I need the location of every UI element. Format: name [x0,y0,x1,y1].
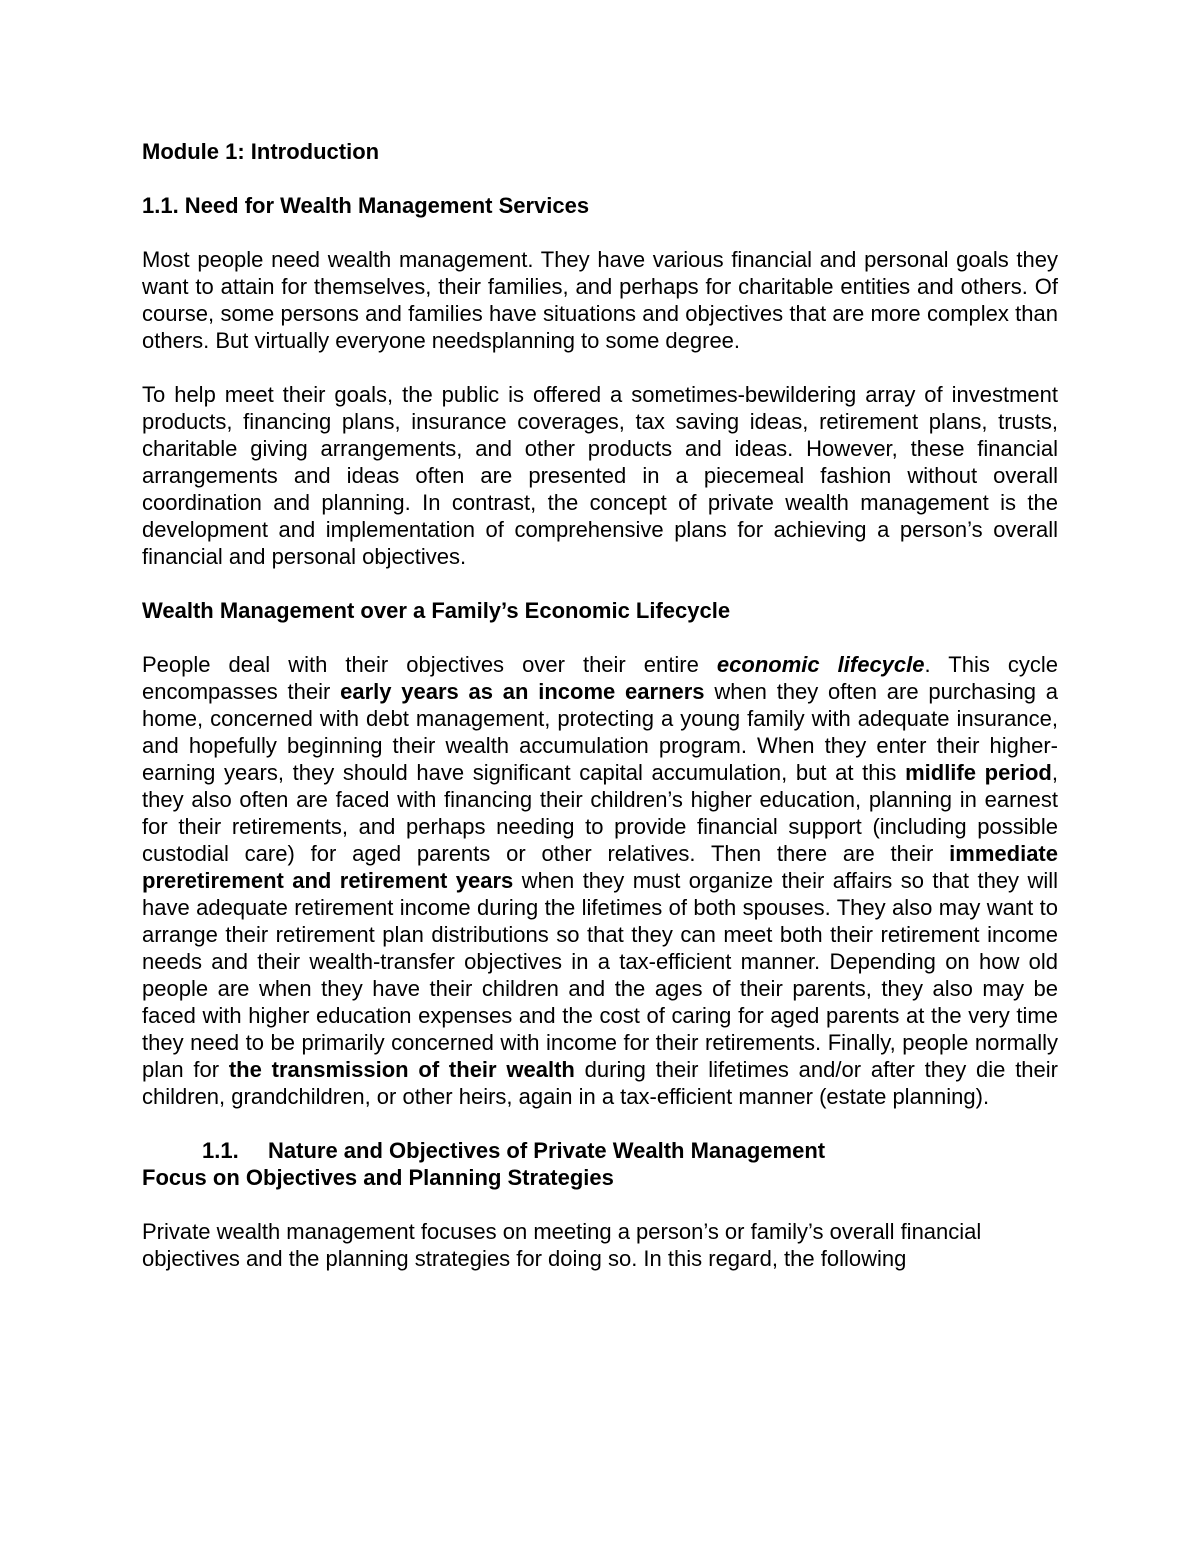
paragraph-need-1: Most people need wealth management. They have various financial and personal goals they want to attain for themselves, their families, and perhaps for charitable entities and others. Of course, some persons and families have situations and objectives that are more complex than others. But virtually everyone needsplanning to some degree. [142,247,1058,353]
text-run: . This cycle encompasses their [142,652,1059,704]
emphasis-wealth-transmission: the transmission of their wealth [228,1057,575,1082]
paragraph-focus: Private wealth management focuses on meeting a person’s or family’s overall financial objectives and the planning strategies for doing so. In this regard, the following [142,1219,982,1271]
section-title: Nature and Objectives of Private Wealth Management [268,1138,826,1163]
section-heading-need: 1.1. Need for Wealth Management Services [142,193,590,218]
text-run: when they must organize their affairs so that they will have adequate retirement income during the lifetimes of both spouses. They also may want to arrange their retirement plan distributions so that they can meet both their retirement income needs and their wealth-transfer objectives in a tax-efficient manner. Depending on how old people are when they have their children and the ages of their parents, they also may be faced with higher education expenses and the cost of caring for aged parents at the very time they need to be primarily concerned with income for their retirements. Finally, people normally plan for [142,868,1058,1082]
section-heading-nature [142,1137,1058,1164]
emphasis-economic-lifecycle: economic lifecycle [716,652,925,677]
paragraph-lifecycle [142,651,1058,1110]
subheading-focus: Focus on Objectives and Planning Strategies [142,1165,614,1190]
text-run: People deal with their objectives over their entire [142,652,717,677]
emphasis-early-years: early years as an income earners [340,679,705,704]
emphasis-midlife-period: midlife period [905,760,1052,785]
module-title: Module 1: Introduction [142,139,380,164]
text-run: , they also often are faced with financing their children’s higher education, planning in earnest for their retirements, and perhaps needing to provide financial support (including possible custodial care) for aged parents or other relatives. Then there are their [142,760,1058,866]
text-run: during their lifetimes and/or after they die their children, grandchildren, or other heirs, again in a tax-efficient manner (estate planning). [142,1057,1058,1109]
paragraph-need-2: To help meet their goals, the public is offered a sometimes-bewildering array of investment products, financing plans, insurance coverages, tax saving ideas, retirement plans, trusts, charitable giving arrangements, and other products and ideas. However, these financial arrangements and ideas often are presented in a piecemeal fashion without overall coordination and planning. In contrast, the concept of private wealth management is the development and implementation of comprehensive plans for achieving a person’s overall financial and personal objectives. [142,382,1058,569]
emphasis-retirement-years: immediate preretirement and retirement years [142,841,1058,893]
document-page [142,138,1058,1272]
text-run: when they often are purchasing a home, concerned with debt management, protecting a young family with adequate insurance, and hopefully beginning their wealth accumulation program. When they enter their higher-earning years, they should have significant capital accumulation, but at this [142,679,1058,785]
section-heading-lifecycle: Wealth Management over a Family’s Economic Lifecycle [142,598,731,623]
section-number: 1.1. [202,1138,239,1163]
